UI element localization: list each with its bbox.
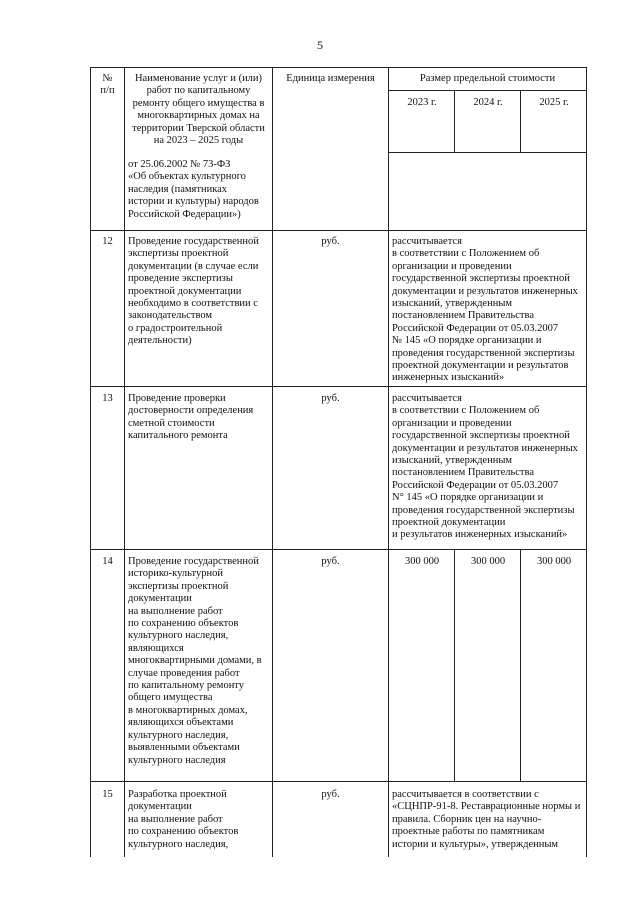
row-13-cost: рассчитывается в соответствии с Положением об организации и проведении государственной экспертизы проектной документации и результатов инженерных изысканий, утвержденным постановлением Правительства Российской Федерации от 05.03.2007 N° 145 «О порядке организации и проведения государственной экспертизы проектной документации и результатов инженерных изысканий» bbox=[392, 393, 578, 541]
table-left-border bbox=[90, 67, 91, 857]
row-12-name: Проведение государственной экспертизы проектной документации (в случае если проведение экспертизы проектной документации необходимо в соответствии с законодательством о градостроительной деятельности) bbox=[128, 236, 259, 347]
header-cost-limit: Размер предельной стоимости bbox=[419, 73, 556, 84]
table-top-border bbox=[90, 67, 587, 68]
value-divider bbox=[454, 549, 455, 781]
column-divider bbox=[124, 67, 125, 857]
year-divider bbox=[454, 90, 455, 152]
year-divider bbox=[520, 90, 521, 152]
header-continuation: от 25.06.2002 № 73-ФЗ «Об объектах культурного наследия (памятниках истории и культуры) народов Российской Федерации») bbox=[128, 159, 259, 220]
value-divider bbox=[520, 549, 521, 781]
row-12-number: 12 bbox=[102, 236, 113, 247]
header-service-name: Наименование услуг и (или) работ по капитальному ремонту общего имущества в многоквартирных домах на территории Тверской области на 2023 – 2025 годы bbox=[132, 73, 265, 147]
row-divider bbox=[90, 230, 587, 231]
row-14-value-2023: 300 000 bbox=[404, 556, 440, 567]
row-12-unit: руб. bbox=[321, 236, 340, 247]
row-14-unit: руб. bbox=[321, 556, 340, 567]
row-13-name: Проведение проверки достоверности определения сметной стоимости капитального ремонта bbox=[128, 393, 254, 442]
header-year-2023: 2023 г. bbox=[407, 97, 437, 108]
row-divider bbox=[90, 549, 587, 550]
row-14-value-2025: 300 000 bbox=[536, 556, 572, 567]
row-divider bbox=[90, 781, 587, 782]
years-top-border bbox=[388, 90, 587, 91]
row-15-cost: рассчитывается в соответствии с «СЦНПР-91-8. Реставрационные нормы и правила. Сборник цен на научно- проектные работы по памятникам истории и культуры», утвержденным bbox=[392, 789, 581, 850]
row-14-name: Проведение государственной историко-культурной экспертизы проектной документации на выполнение работ по сохранению объектов культурного наследия, являющихся многоквартирными домами, в случае проведения работ по капитальному ремонту общего имущества в многоквартирных домах, являющихся объектами культурного наследия, выявленными объектами культурного наследия bbox=[128, 556, 262, 766]
row-14-value-2024: 300 000 bbox=[470, 556, 506, 567]
row-15-unit: руб. bbox=[321, 789, 340, 800]
row-14-number: 14 bbox=[102, 556, 113, 567]
row-divider bbox=[90, 386, 587, 387]
page-number: 5 bbox=[317, 38, 323, 52]
row-15-number: 15 bbox=[102, 789, 113, 800]
row-15-name: Разработка проектной документации на выполнение работ по сохранению объектов культурного наследия, bbox=[128, 789, 239, 850]
header-year-2024: 2024 г. bbox=[473, 97, 503, 108]
years-bottom-border bbox=[388, 152, 587, 153]
column-divider bbox=[388, 67, 389, 857]
row-13-unit: руб. bbox=[321, 393, 340, 404]
header-unit: Единица измерения bbox=[286, 73, 375, 84]
row-12-cost: рассчитывается в соответствии с Положением об организации и проведении государственной экспертизы проектной документации и результатов инженерных изысканий, утвержденным постановлением Правительства Российской Федерации от 05.03.2007 № 145 «О порядке организации и проведения государственной экспертизы проектной документации и результатов инженерных изысканий» bbox=[392, 236, 578, 384]
table-right-border bbox=[586, 67, 587, 857]
header-number: № п/п bbox=[100, 73, 115, 97]
column-divider bbox=[272, 67, 273, 857]
header-year-2025: 2025 г. bbox=[539, 97, 569, 108]
row-13-number: 13 bbox=[102, 393, 113, 404]
